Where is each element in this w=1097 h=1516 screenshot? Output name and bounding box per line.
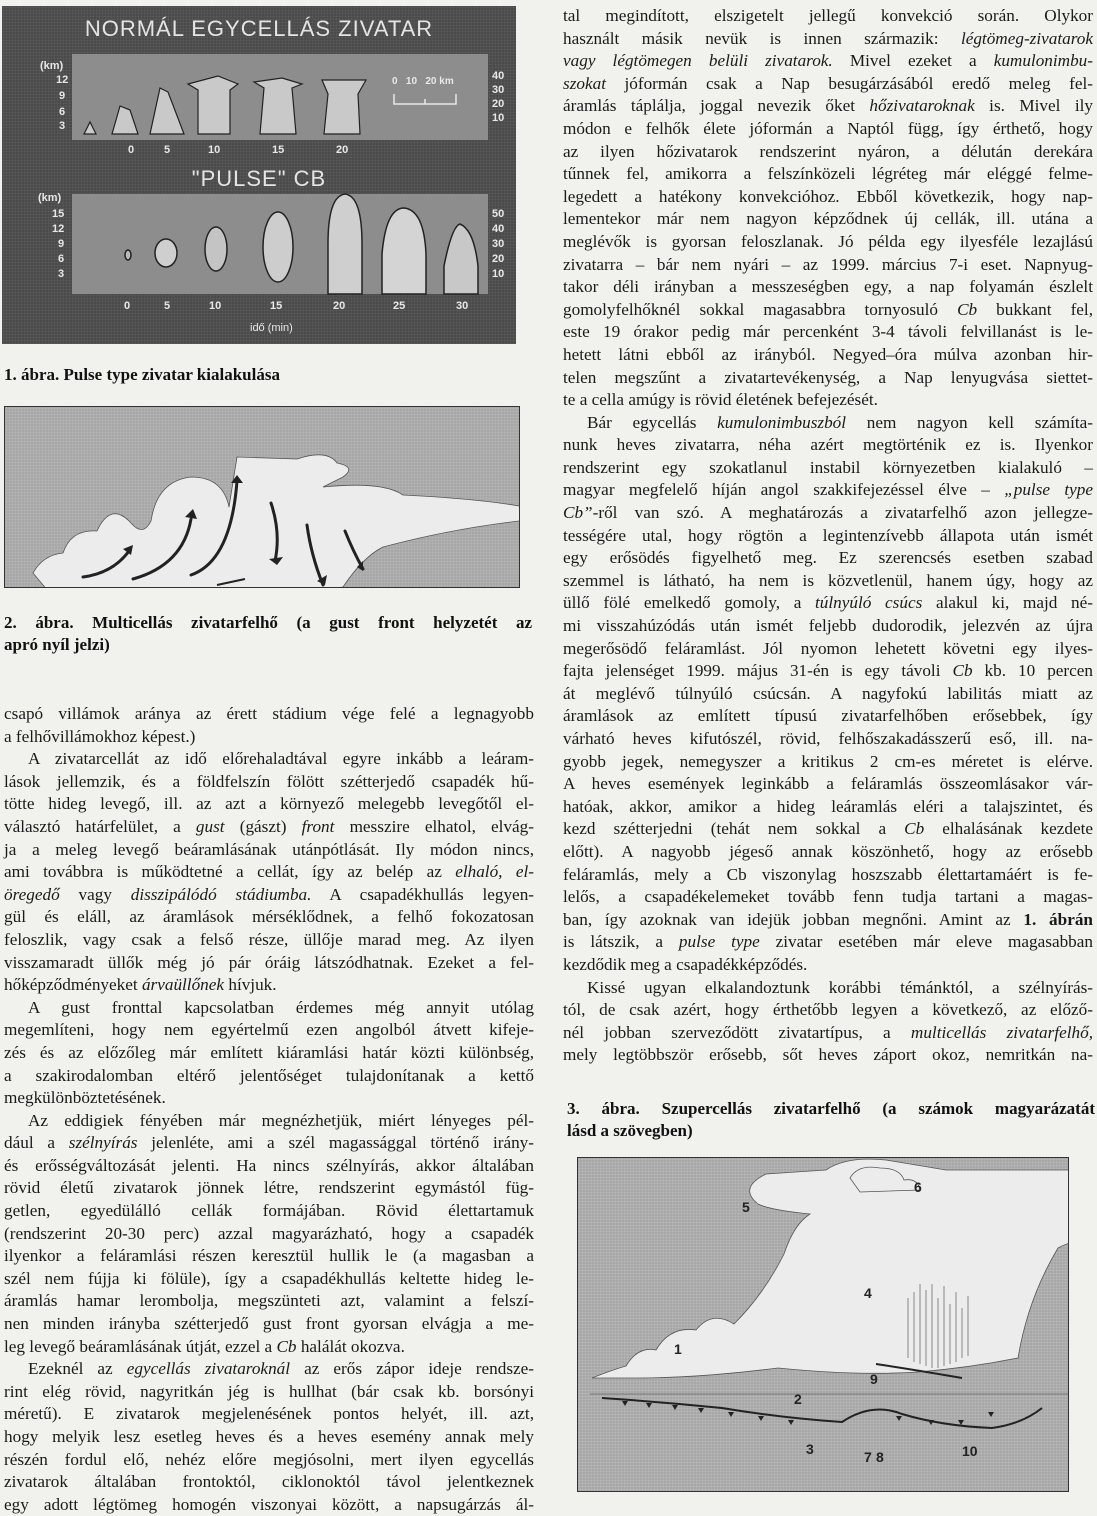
figure-3-graphics — [578, 1158, 1068, 1491]
echo-5min — [155, 239, 177, 267]
echo-15min — [263, 212, 293, 282]
label-8: 8 — [876, 1449, 884, 1465]
figure-3-caption-line2: lásd a szövegben) — [567, 1121, 693, 1140]
top-x-tick: 20 — [336, 144, 349, 156]
right-text-line: üllő fölé emelkedő gomoly, a túlnyúló csúcs alakul ki, majd né- — [563, 593, 1093, 613]
right-text-line: szokat jóformán csak a Nap besugárzásából eredő meleg fel- — [563, 73, 1093, 93]
right-text-line: az ilyen hőzivatarok rendszerint nyáron, a délután derekára — [563, 141, 1093, 161]
right-text-line: szemmel is látható, ha nem is közvetlenül, hanem úgy, hogy az — [563, 570, 1093, 590]
right-text-line: fajta jelenséget 1999. május 31-én is egy távoli Cb kb. 10 percen — [563, 661, 1093, 681]
bottom-x-tick: 25 — [393, 300, 406, 312]
echo-10min — [205, 227, 227, 271]
right-text-line: zivatarra – bár nem nyári – az 1999. március 7-i eset. Napnyug- — [563, 254, 1093, 274]
top-x-tick: 10 — [208, 144, 221, 156]
right-text-line: nunk heves zivatarra, néha azért megtörténik ez is. Ilyenkor — [563, 435, 1093, 455]
left-text-line: zivatarok általában frontoktól, ciklonoktól távol jelentkeznek — [4, 1472, 534, 1492]
left-text-line: lások jellemzik, és a földfelszín fölött szétterjedő csapadék hű- — [4, 771, 534, 791]
figure-1-caption: 1. ábra. Pulse type zivatar kialakulása — [4, 365, 280, 384]
right-text-line: telen megszűnt a zivatartevékenység, a Nap lenyugvása siettet- — [563, 367, 1093, 387]
right-text-line: mi visszahúzódás után ismét feljebb dudorodik, jelezvén az újra — [563, 616, 1093, 636]
label-3: 3 — [806, 1441, 814, 1457]
figure-3-caption-line1: 3. ábra. Szupercellás zivatarfelhő (a számok magyarázatát — [567, 1099, 1095, 1118]
left-text-line: leg levegő beáramlásának útját, ezzel a Cb halálát okozva. — [4, 1336, 405, 1356]
left-text-line: megkülönböztetésének. — [4, 1088, 166, 1108]
top-right-tick: 20 — [492, 98, 505, 110]
left-text-line: visszamaradt üllők még jó pár óráig látszódhatnak. Ezeket a fel- — [4, 952, 534, 972]
bottom-right-tick: 50 — [492, 208, 505, 220]
right-text-line: kezdődik meg a csapadékképződés. — [563, 954, 808, 974]
label-7: 7 — [864, 1449, 872, 1465]
top-y-unit: (km) — [40, 60, 64, 72]
label-4: 4 — [864, 1285, 872, 1301]
right-text-line: is látszik, a pulse type zivatar esetében már eleve magasabban — [563, 932, 1093, 952]
right-text-line: hatóak, akkor, amikor a hideg leáramlás eléri a talajszintet, és — [563, 796, 1093, 816]
left-text-line: Az eddigiek fényében már megnézhetjük, miért lényeges pél- — [28, 1110, 534, 1130]
bottom-x-label: idő (min) — [250, 322, 293, 334]
top-y-tick: 9 — [59, 90, 66, 102]
bottom-y-tick: 9 — [58, 238, 65, 250]
top-x-tick: 0 — [128, 144, 135, 156]
right-text-line: A heves események leginkább a feláramlás összeomlásakor vár- — [563, 774, 1093, 794]
left-text-line: és erősségváltozását jelenti. Ha nincs szélnyírás, akkor általában — [4, 1155, 534, 1175]
left-text-line: tötte hideg levegő, ill. az azt a környező melegebb levegőtől el- — [4, 794, 534, 814]
gust-front-line — [602, 1398, 1042, 1428]
right-text-line: takor déli irányban a messzeségben egy, a nap folyamán észlelt — [563, 277, 1093, 297]
echo-0min — [125, 250, 131, 260]
left-text-line: hőképződményeket árvaüllőnek hívjuk. — [4, 975, 277, 995]
right-text-line: tal megindított, elszigetelt jellegű konvekció során. Olykor — [563, 6, 1093, 25]
left-text-line: hogy melyik lesz esetleg heves és a heves esemény annak mely — [4, 1427, 534, 1446]
right-text-line: Cb”-ről van szó. A meghatározás a zivatarfelhő azon jellegze- — [563, 503, 1093, 523]
left-text-line: ilyenkor a feláramlási részen keresztül hullik le (a magasban a — [4, 1246, 534, 1266]
left-text-line: rint elég rövid, nagyritkán jég is hullhat (bár csak kb. borsónyi — [4, 1381, 534, 1401]
right-text-line: kezd szétterjedni (tehát nem sokkal a Cb elhalásának kezdete — [563, 819, 1093, 839]
right-text-line: módon e felhők élete jóformán a Naptól függ, így érthető, hogy — [563, 118, 1093, 138]
top-y-tick: 6 — [59, 106, 66, 118]
label-10: 10 — [962, 1443, 978, 1459]
left-text-line: Ezeknél az egycellás zivataroknál az erős zápor ideje rendsze- — [28, 1359, 535, 1379]
bottom-x-tick: 10 — [209, 300, 222, 312]
right-text-line: megerősödő feláramlást. Jól nyomon lehetett követni egy ilyes- — [563, 638, 1093, 658]
right-text-line: várható heves kifutószél, rövid, felhőszakadásszerű eső, ill. na- — [563, 729, 1093, 748]
right-text-line: ban, így azoknak van idejük jobban megnőni. Amint az 1. ábrán — [563, 909, 1093, 929]
right-text-line: egy erősödés figyelhető meg. Ez szerencsés esetben szabad — [563, 548, 1093, 568]
left-text-line: megemlíteni, hogy nem egyértelmű ezen angolból átvett kifeje- — [4, 1020, 534, 1040]
left-text-line: ami továbbra is működtetné a cellát, így az belép az elhaló, el- — [4, 862, 534, 882]
bottom-right-tick: 10 — [492, 268, 505, 280]
bottom-y-tick: 15 — [52, 208, 65, 220]
right-text-line: mely legtöbbször erősebb, sőt heves záport okoz, nemritkán na- — [563, 1045, 1093, 1065]
right-text-line: tól, de csak azért, hogy érthetőbb legyen a következő, az előző- — [563, 1000, 1093, 1020]
figure-1-title-bottom: "PULSE" CB — [191, 166, 327, 191]
top-x-tick: 15 — [272, 144, 285, 156]
right-text-line: hetett látni ebből az irányból. Negyed–óra múlva azonban hir- — [563, 344, 1093, 364]
figure-2-caption-line2: apró nyíl jelzi) — [4, 635, 110, 654]
scale-bar-label: 0 10 20 km — [392, 76, 454, 87]
top-right-tick: 30 — [492, 84, 505, 96]
right-text-line: áramlások az említett típusú zivatarfelhőben erősebbek, így — [563, 706, 1093, 726]
right-text-line: vagy légtömegen belüli zivatarok. Mivel ezeket a kumulonimbu- — [563, 51, 1093, 71]
bottom-x-tick: 5 — [164, 300, 171, 312]
left-text-line: nen minden irányba szétterjedő gust front gyorsan elvágja a me- — [4, 1314, 534, 1334]
left-text-line: a szakirodalomban eltérő jelentőséget tulajdonítanak a kettő — [4, 1065, 534, 1085]
label-9: 9 — [870, 1371, 878, 1387]
left-text-line: A gust fronttal kapcsolatban érdemes még annyit utólag — [28, 997, 534, 1017]
left-text-line: A zivatarcellát az idő előrehaladtával egyre inkább a leáram- — [28, 749, 534, 769]
label-2: 2 — [794, 1391, 802, 1407]
right-text-line: magyar megfelelő híján angol szakkifejezéssel élve – „pulse type — [563, 480, 1094, 500]
left-text-line: ja a meleg levegő beáramlásának utánpótlását. Ily módon nincs, — [4, 839, 534, 859]
left-text-line: csapó villámok aránya az érett stádium vége felé a legnagyobb — [4, 704, 534, 723]
right-text-line: át meglévő túlnyúló csúcsán. A nagyfokú labilitás miatt az — [563, 683, 1093, 703]
bottom-y-tick: 3 — [58, 268, 65, 280]
label-6: 6 — [914, 1179, 922, 1195]
right-text-line: nél jobban szerveződött zivatartípus, a multicellás zivatarfelhő, — [563, 1022, 1093, 1042]
right-text-line: feláramlás, mely a Cb viszonylag hoszszabb élettartamáért is fe- — [563, 864, 1093, 884]
figure-2-caption-line1: 2. ábra. Multicellás zivatarfelhő (a gust front helyzetét az — [4, 613, 532, 632]
figure-2-multicell-drawing — [4, 406, 520, 588]
left-text-line: (rendszerint 20-30 perc) azzal magyarázható, hogy a csapadék — [4, 1223, 534, 1243]
top-x-tick: 5 — [164, 144, 171, 156]
right-text-line: Kissé ugyan elkalandoztunk korábbi témánktól, a szélnyírás- — [587, 977, 1093, 997]
figure-1-title-top: NORMÁL EGYCELLÁS ZIVATAR — [84, 16, 434, 41]
left-text-line: egy adott légtömeg homogén viszonyai között, a napsugárzás ál- — [4, 1494, 534, 1514]
anvil-cloud — [592, 1159, 1068, 1378]
left-text-line: öregedő vagy disszipálódó stádiumba. A csapadékhullás legyen- — [4, 884, 535, 904]
left-text-line: részén fordul elő, nehéz előre megjósolni, mert ilyen egycellás — [4, 1449, 534, 1469]
left-text-line: zés és az előzőleg már említett kiáramlási határ közti különbség, — [4, 1042, 534, 1062]
right-text-line: Bár egycellás kumulonimbuszból nem nagyon kell számíta- — [587, 412, 1093, 432]
right-text-line: lementekor már nem nagyon képződnek új cellák, ill. utána a — [563, 209, 1093, 229]
figure-1-pulse-cb-diagram — [2, 6, 516, 344]
left-text-line: feloszlik, vagy csak a felső része, üllője marad meg. Az ilyen — [4, 929, 534, 949]
label-1: 1 — [674, 1341, 682, 1357]
figure-3-supercell-drawing — [577, 1157, 1069, 1492]
right-text-line: gyobb jegek, nemegyszer a kritikus 2 cm-es méretet is elérve. — [563, 751, 1093, 771]
bottom-y-tick: 6 — [58, 253, 65, 265]
bottom-right-tick: 30 — [492, 238, 505, 250]
left-text-line: méretű). E zivatarok megjelenésének pontos helyét, ill. azt, — [4, 1404, 534, 1424]
right-text-line: este 19 órakor pedig már percenként 3-4 távoli felvillanást is le- — [563, 322, 1093, 342]
left-text-line: a felhővillámokhoz képest.) — [4, 726, 196, 746]
bottom-right-tick: 20 — [492, 253, 505, 265]
supercell-cloud — [592, 1159, 1068, 1378]
left-text-line: dául a szélnyírás jelenléte, ami a szél magassággal történő irány- — [4, 1133, 534, 1153]
right-text-line: rendszerint egy szokatlanul instabil környezetben kialakuló – — [563, 457, 1093, 477]
right-text-line: meglévők is gyorsan feloszlanak. Jó példa egy ilyesféle lezajlású — [563, 231, 1093, 251]
right-text-line: te a cella amúgy is rövid életének befejezését. — [563, 390, 878, 410]
left-body-text — [4, 703, 534, 1516]
right-text-line: legedett a hatékony konvekcióhoz. Ebből következik, hogy nap- — [563, 186, 1093, 206]
echo-20min — [328, 194, 362, 294]
right-text-line: tességére utal, hogy rögtön a legintenzívebb állapota után ismét — [563, 525, 1093, 545]
left-text-line: áramlás hamar lerombolja, megszünteti azt, valamint a felszí- — [4, 1291, 534, 1311]
left-text-line: getlen, egyedülálló cellák formájában. Rövid élettartamuk — [4, 1201, 534, 1221]
top-y-tick: 12 — [56, 74, 69, 86]
left-text-line: szél nem fújja ki fölüle), így a csapadékhullás keltette hideg le- — [4, 1268, 534, 1288]
bottom-x-tick: 20 — [333, 300, 346, 312]
figure-2-graphics — [5, 407, 519, 587]
right-text-line: gomolyfelhőknél sokkal magasabbra tornyosuló Cb bukkant fel, — [563, 299, 1093, 319]
top-right-tick: 10 — [492, 112, 505, 124]
right-body-text — [563, 5, 1093, 1067]
bottom-y-unit: (km) — [38, 192, 62, 204]
bottom-x-tick: 0 — [124, 300, 131, 312]
right-text-line: tűnnek fel, amikorra a felszínközeli légréteg már eléggé felme- — [563, 164, 1093, 184]
top-y-tick: 3 — [59, 120, 66, 132]
top-right-tick: 40 — [492, 70, 505, 82]
right-text-line: használt másik nevük is innen származik: légtömeg-zivatarok — [563, 28, 1093, 48]
bottom-y-tick: 12 — [52, 223, 65, 235]
left-text-line: gül és eláll, az áramlások mérséklődnek, a felhő fokozatosan — [4, 907, 534, 927]
left-text-line: választó határfelület, a gust (gászt) front messzire elhatol, elvág- — [4, 816, 534, 836]
right-text-line: előtt). A nagyobb jégeső annak köszönhető, hogy az erősebb — [563, 841, 1093, 861]
bottom-right-tick: 40 — [492, 223, 505, 235]
right-text-line: áramlás táplálja, joggal nevezik őket hőzivataroknak is. Mivel ily — [563, 96, 1093, 116]
bottom-x-tick: 15 — [270, 300, 283, 312]
bottom-x-tick: 30 — [456, 300, 469, 312]
right-text-line: lelős, a csapadékelemeket tovább fenn tudja tartani a magas- — [563, 887, 1093, 907]
label-5: 5 — [742, 1199, 750, 1215]
echo-25min — [382, 208, 426, 294]
left-text-line: rövid életű zivatarok jönnek létre, rendszerint egymástól füg- — [4, 1178, 534, 1198]
